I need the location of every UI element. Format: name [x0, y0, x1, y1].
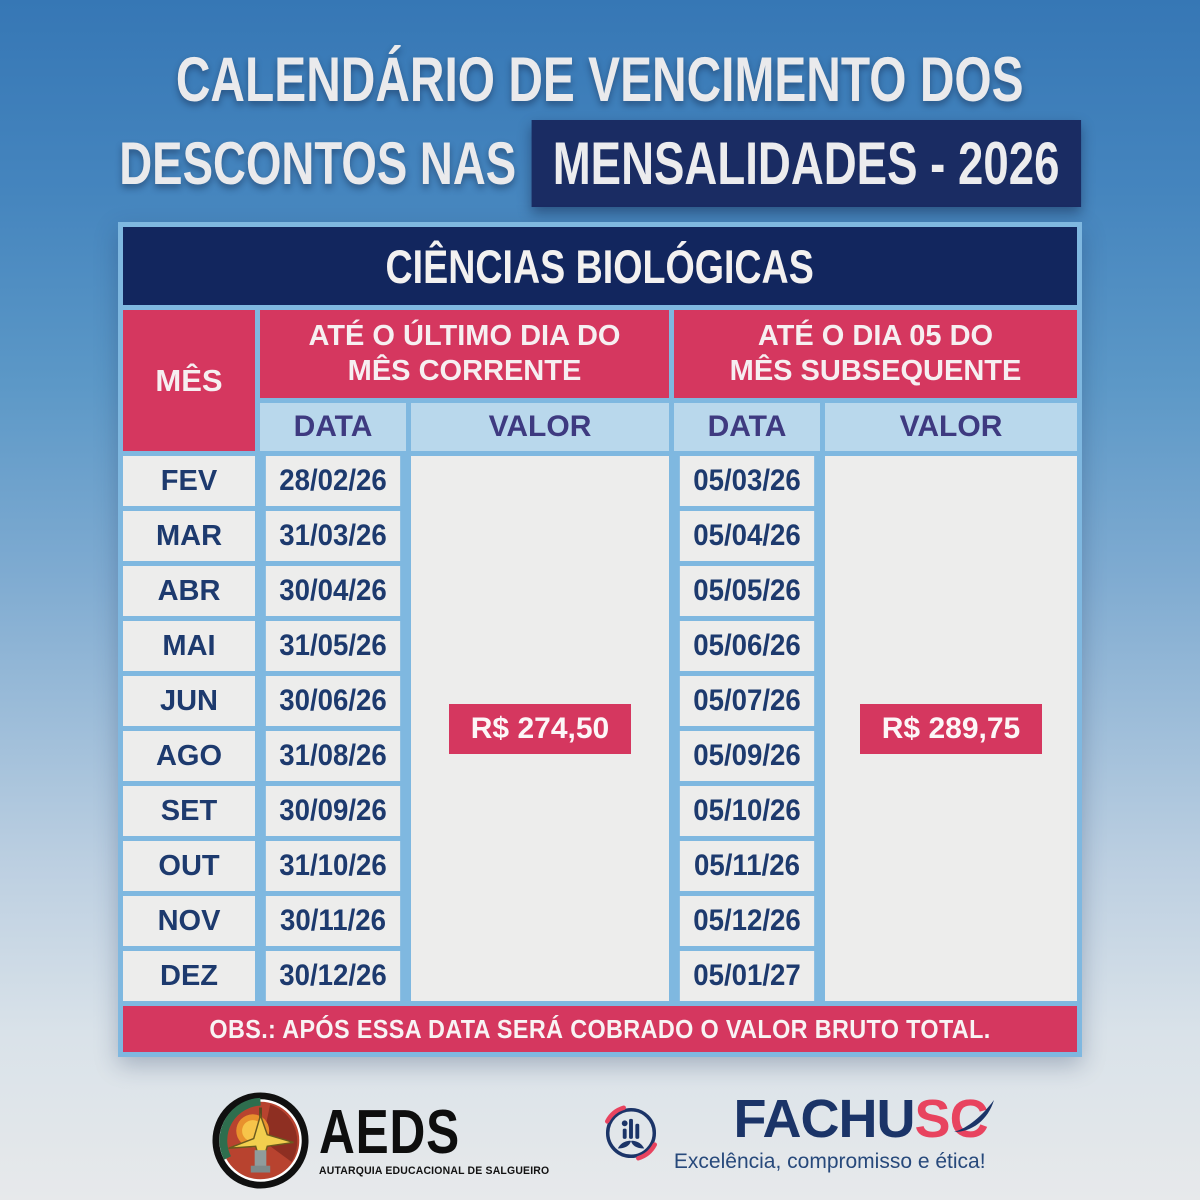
- date-current-cell: 31/10/26: [266, 841, 400, 891]
- title-year-highlight: MENSALIDADES - 2026: [531, 120, 1080, 207]
- fachusc-wordmark: [733, 1089, 988, 1149]
- month-cell: NOV: [123, 896, 255, 946]
- month-cell: FEV: [123, 456, 255, 506]
- course-title: CIÊNCIAS BIOLÓGICAS: [385, 239, 815, 293]
- date-next-cell: 05/01/27: [680, 951, 814, 1001]
- header-group-current: [260, 310, 669, 398]
- header-group-current-line2: MÊS CORRENTE: [347, 355, 582, 387]
- fachusc-tagline: Excelência, compromisso e ética!: [673, 1150, 986, 1173]
- value-next-badge: R$ 289,75: [860, 704, 1042, 754]
- fachusc-logo: [598, 1089, 988, 1174]
- date-next-cell: 05/06/26: [680, 621, 814, 671]
- month-cell: MAR: [123, 511, 255, 561]
- header-group-next: [674, 310, 1077, 398]
- value-next-cell: [825, 456, 1077, 1001]
- obs-text: OBS.: APÓS ESSA DATA SERÁ COBRADO O VALOR BRUTO TOTAL.: [209, 1013, 991, 1044]
- header-group-next-line2: MÊS SUBSEQUENTE: [729, 355, 1022, 387]
- aeds-text: [319, 1097, 562, 1178]
- aeds-logo: [212, 1092, 562, 1189]
- date-next-cell: 05/05/26: [680, 566, 814, 616]
- value-current-badge: R$ 274,50: [449, 704, 631, 754]
- schedule-table: [118, 222, 1082, 1057]
- poster-title: [0, 44, 1200, 207]
- schedule-grid: [123, 310, 1077, 1052]
- fachusc-wordmark-main: FACHU: [733, 1089, 915, 1149]
- aeds-wordmark: AEDS: [319, 1097, 461, 1167]
- fachusc-plant-icon: [598, 1100, 664, 1166]
- date-next-cell: 05/03/26: [680, 456, 814, 506]
- subheader-valor-current: VALOR: [411, 403, 669, 451]
- title-line2: [119, 120, 1060, 207]
- month-cell: SET: [123, 786, 255, 836]
- fachusc-swoosh-icon: [952, 1098, 996, 1142]
- aeds-emblem-icon: [212, 1092, 309, 1189]
- month-cell: AGO: [123, 731, 255, 781]
- date-current-cell: 30/12/26: [266, 951, 400, 1001]
- month-cell: OUT: [123, 841, 255, 891]
- fachusc-text: [673, 1089, 988, 1174]
- title-line2-prefix: DESCONTOS NAS: [119, 130, 517, 197]
- aeds-subtitle: AUTARQUIA EDUCACIONAL DE SALGUEIRO: [319, 1165, 550, 1178]
- date-current-cell: 30/09/26: [266, 786, 400, 836]
- date-next-cell: 05/10/26: [680, 786, 814, 836]
- date-current-cell: 28/02/26: [266, 456, 400, 506]
- date-next-cell: 05/12/26: [680, 896, 814, 946]
- course-band: [123, 227, 1077, 305]
- month-cell: ABR: [123, 566, 255, 616]
- date-current-cell: 30/04/26: [266, 566, 400, 616]
- subheader-data-current: DATA: [260, 403, 406, 451]
- subheader-data-next: DATA: [674, 403, 820, 451]
- header-group-next-line1: ATÉ O DIA 05 DO: [757, 320, 994, 353]
- obs-bar: [123, 1006, 1077, 1052]
- date-current-cell: 31/08/26: [266, 731, 400, 781]
- date-current-cell: 30/11/26: [266, 896, 400, 946]
- header-group-current-line1: ATÉ O ÚLTIMO DIA DO: [308, 320, 621, 353]
- title-line1: CALENDÁRIO DE VENCIMENTO DOS: [176, 45, 1024, 115]
- date-next-cell: 05/09/26: [680, 731, 814, 781]
- date-next-cell: 05/11/26: [680, 841, 814, 891]
- date-current-cell: 31/05/26: [266, 621, 400, 671]
- fachusc-wordmark-accent: SC: [914, 1089, 988, 1149]
- date-next-cell: 05/04/26: [680, 511, 814, 561]
- footer-logos: [0, 1089, 1200, 1189]
- date-current-cell: 30/06/26: [266, 676, 400, 726]
- subheader-valor-next: VALOR: [825, 403, 1077, 451]
- value-current-cell: [411, 456, 669, 1001]
- month-cell: JUN: [123, 676, 255, 726]
- month-cell: MAI: [123, 621, 255, 671]
- date-next-cell: 05/07/26: [680, 676, 814, 726]
- date-current-cell: 31/03/26: [266, 511, 400, 561]
- header-mes: MÊS: [123, 310, 255, 451]
- month-cell: DEZ: [123, 951, 255, 1001]
